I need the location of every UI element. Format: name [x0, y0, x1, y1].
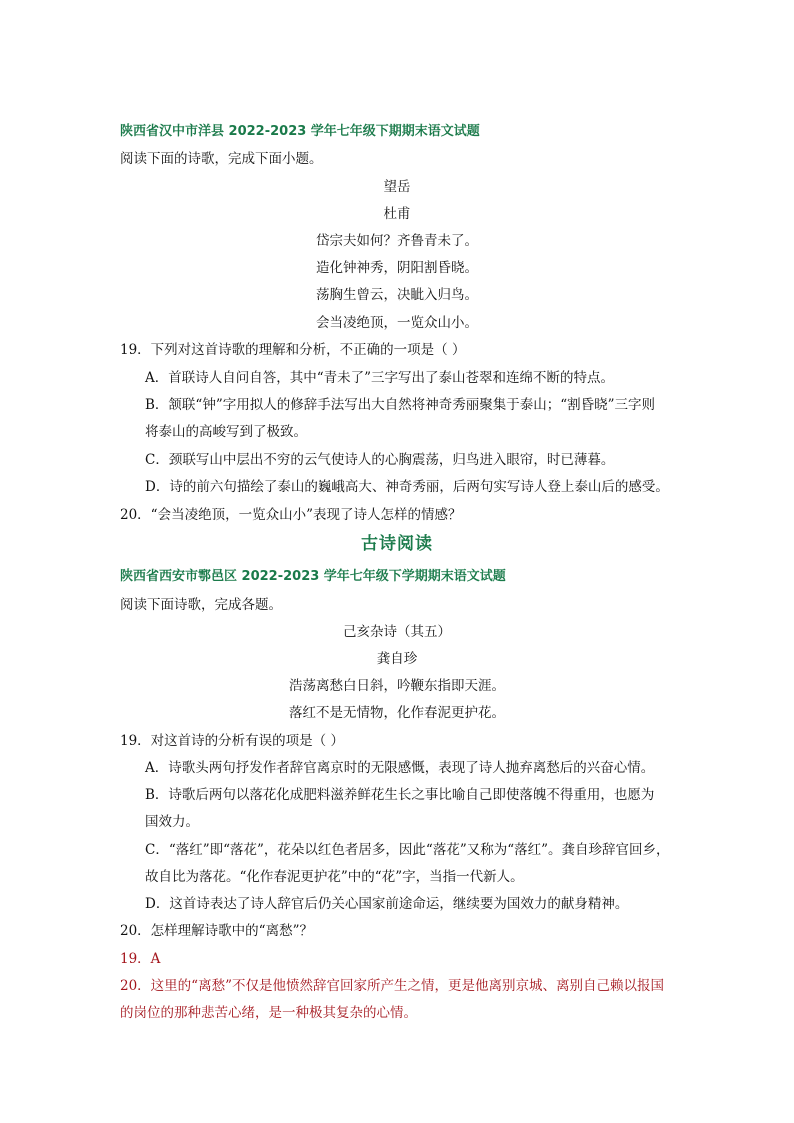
section-title: 古诗阅读 — [361, 534, 433, 554]
question-20-1: 20．“会当凌绝顶，一览众山小”表现了诗人怎样的情感？ — [120, 507, 462, 523]
option-c-2-cont: 故自比为落花。“化作春泥更护花”中的“花”字，当指一代新人。 — [145, 869, 524, 885]
option-b-2: B．诗歌后两句以落花化成肥料滋养鲜花生长之事比喻自己即使落魄不得重用，也愿为 — [145, 787, 655, 803]
option-b-1-cont: 将泰山的高峻写到了极致。 — [145, 424, 307, 440]
option-a-1: A．首联诗人自问自答，其中“青未了”三字写出了泰山苍翠和连绵不断的特点。 — [145, 370, 615, 386]
instruction-1: 阅读下面的诗歌，完成下面小题。 — [120, 151, 323, 167]
exam-source-2: 陕西省西安市鄠邑区 2022-2023 学年七年级下学期期末语文试题 — [120, 569, 506, 584]
question-19-stem-1: 19．下列对这首诗歌的理解和分析，不正确的一项是（ ） — [120, 342, 466, 358]
question-19-stem-2: 19．对这首诗的分析有误的项是（ ） — [120, 733, 344, 749]
option-b-2-cont: 国效力。 — [145, 814, 199, 830]
instruction-2: 阅读下面诗歌，完成各题。 — [120, 597, 282, 613]
option-d-2: D．这首诗表达了诗人辞官后仍关心国家前途命运，继续要为国效力的献身精神。 — [145, 896, 629, 912]
poem-line: 荡胸生曾云，决眦入归鸟。 — [316, 287, 478, 303]
option-a-2: A．诗歌头两句抒发作者辞官离京时的无限感慨，表现了诗人抛弃离愁后的兴奋心情。 — [145, 760, 655, 776]
question-20-2: 20．怎样理解诗歌中的“离愁”？ — [120, 923, 313, 939]
poem-line: 落红不是无情物，化作春泥更护花。 — [289, 705, 505, 721]
answer-19: 19．A — [120, 951, 161, 967]
poem-author-2: 龚自珍 — [376, 651, 418, 667]
option-d-1: D．诗的前六句描绘了泰山的巍峨高大、神奇秀丽，后两句实写诗人登上泰山后的感受。 — [145, 479, 669, 495]
poem-line: 岱宗夫如何？齐鲁青未了。 — [316, 233, 478, 249]
poem-line: 造化钟神秀，阴阳割昏晓。 — [316, 260, 478, 276]
poem-title-2: 己亥杂诗（其五） — [343, 624, 451, 640]
answer-20-cont: 的岗位的那种悲苦心绪，是一种极其复杂的心情。 — [120, 1005, 417, 1021]
option-b-1: B．颔联“钟”字用拟人的修辞手法写出大自然将神奇秀丽聚集于泰山；“割昏晓”三字则 — [145, 397, 656, 413]
answer-20: 20．这里的“离愁”不仅是他愤然辞官回家所产生之情，更是他离别京城、离别自己赖以报国 — [120, 978, 664, 994]
exam-source-1: 陕西省汉中市洋县 2022-2023 学年七年级下期期末语文试题 — [120, 124, 480, 139]
option-c-2: C．“落红”即“落花”，花朵以红色者居多，因此“落花”又称为“落红”。龚自珍辞官回乡， — [145, 842, 670, 858]
poem-author-1: 杜甫 — [383, 206, 411, 222]
poem-title-1: 望岳 — [383, 179, 411, 195]
option-c-1: C．颈联写山中层出不穷的云气使诗人的心胸震荡，归鸟进入眼帘，时已薄暮。 — [145, 452, 615, 468]
poem-line: 浩荡离愁白日斜，吟鞭东指即天涯。 — [289, 678, 505, 694]
poem-line: 会当凌绝顶，一览众山小。 — [316, 315, 478, 331]
